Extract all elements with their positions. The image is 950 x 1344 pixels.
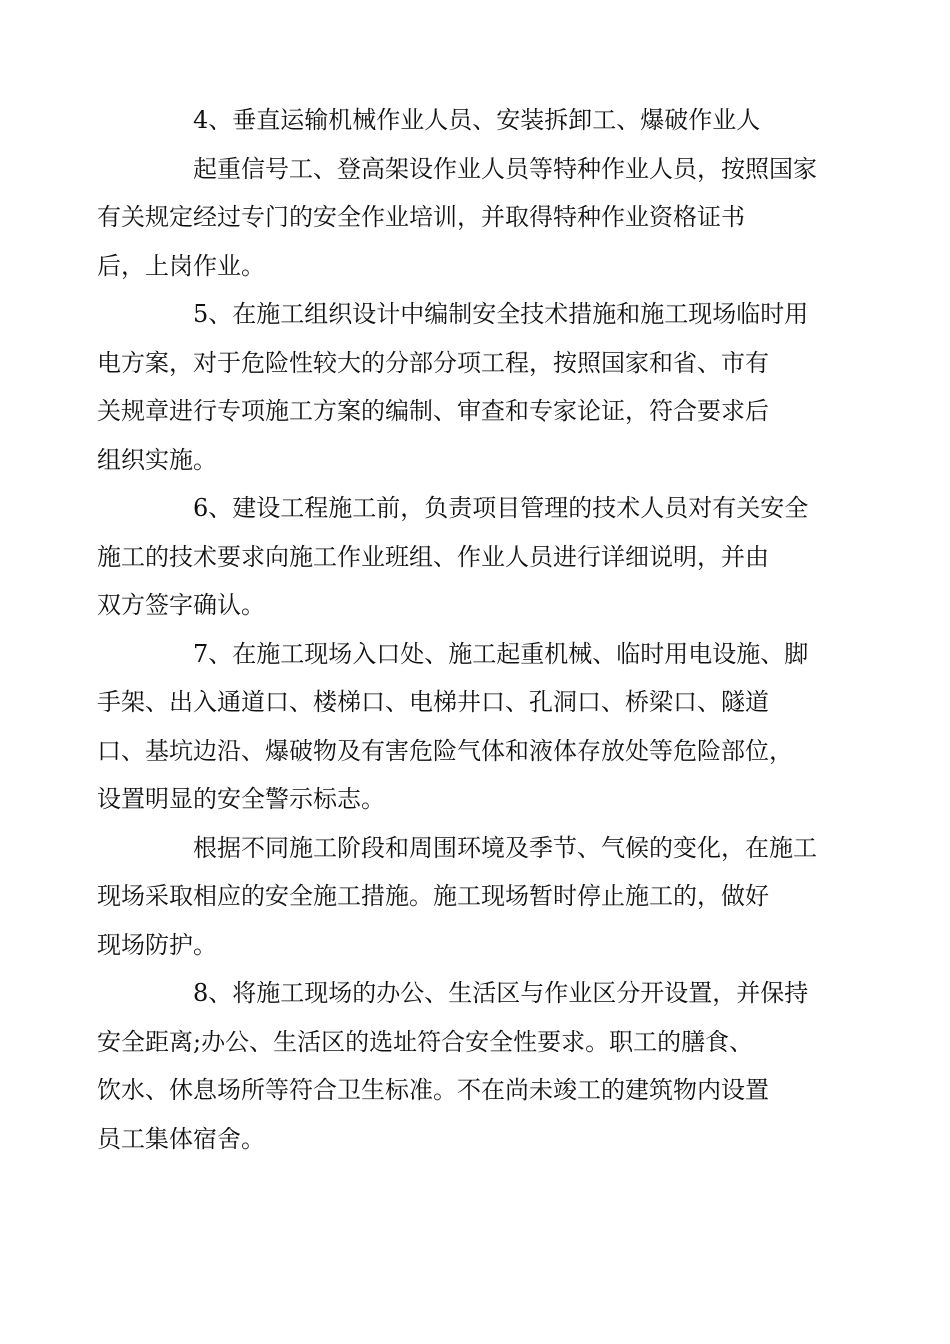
text-line: 双方签字确认。 xyxy=(97,591,265,619)
paragraph-site-measures xyxy=(97,824,817,970)
text-line: 后，上岗作业。 xyxy=(97,251,265,280)
text-line: 口、基坑边沿、爆破物及有害危险气体和液体存放处等危险部位， xyxy=(97,736,793,765)
paragraph-item-8 xyxy=(97,969,817,1163)
paragraph-item-5 xyxy=(97,290,817,484)
text-line: 5、在施工组织设计中编制安全技术措施和施工现场临时用 xyxy=(193,300,809,328)
text-line: 现场采取相应的安全施工措施。施工现场暂时停止施工的，做好 xyxy=(97,882,769,910)
text-line: 有关规定经过专门的安全作业培训，并取得特种作业资格证书 xyxy=(97,203,745,231)
text-line: 6、建设工程施工前，负责项目管理的技术人员对有关安全 xyxy=(193,494,809,522)
text-line: 手架、出入通道口、楼梯口、电梯井口、孔洞口、桥梁口、隧道 xyxy=(97,688,769,716)
paragraph-item-7 xyxy=(97,630,817,824)
text-line: 员工集体宿舍。 xyxy=(97,1124,265,1153)
text-line: 施工的技术要求向施工作业班组、作业人员进行详细说明，并由 xyxy=(97,542,769,571)
text-line: 4、垂直运输机械作业人员、安装拆卸工、爆破作业人 xyxy=(193,106,761,134)
text-line: 根据不同施工阶段和周围环境及季节、气候的变化，在施工 xyxy=(193,833,817,862)
document-body xyxy=(97,96,817,1163)
text-line: 饮水、休息场所等符合卫生标准。不在尚未竣工的建筑物内设置 xyxy=(97,1076,769,1104)
text-line: 设置明显的安全警示标志。 xyxy=(97,785,385,813)
text-line: 现场防护。 xyxy=(97,930,217,959)
paragraph-item-4 xyxy=(145,96,817,145)
text-line: 电方案，对于危险性较大的分部分项工程，按照国家和省、市有 xyxy=(97,348,769,377)
text-line: 8、将施工现场的办公、生活区与作业区分开设置，并保持 xyxy=(193,979,809,1007)
text-line: 起重信号工、登高架设作业人员等特种作业人员，按照国家 xyxy=(193,154,817,183)
paragraph-item-6 xyxy=(97,484,817,630)
paragraph-special-workers xyxy=(97,145,817,291)
text-line: 组织实施。 xyxy=(97,445,217,474)
text-line: 7、在施工现场入口处、施工起重机械、临时用电设施、脚 xyxy=(193,639,809,668)
text-line: 安全距离;办公、生活区的选址符合安全性要求。职工的膳食、 xyxy=(97,1027,754,1056)
text-line: 关规章进行专项施工方案的编制、审查和专家论证，符合要求后 xyxy=(97,397,769,425)
